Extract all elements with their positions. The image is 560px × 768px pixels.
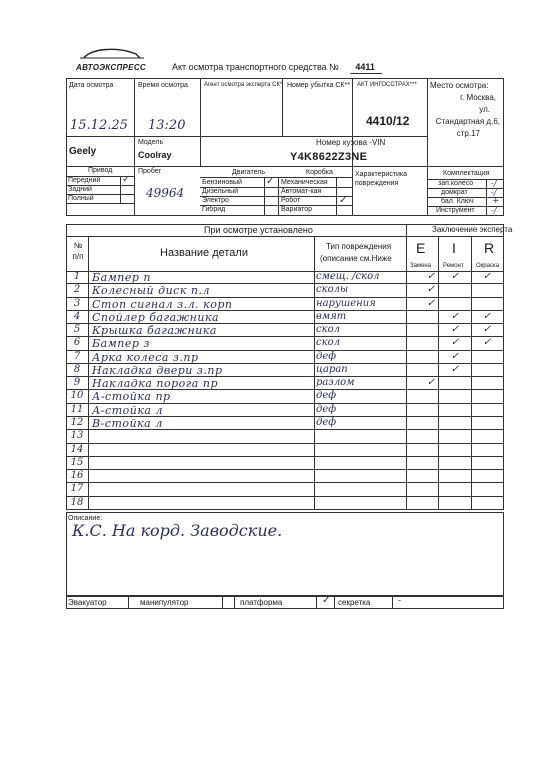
row-part-name: А-стойка пр [92,390,171,404]
footer-tow-truck: Эвакуатор [68,598,107,607]
table-row [66,284,504,297]
table-row [66,324,504,337]
row-number: 13 [70,430,84,442]
row-number: 5 [73,324,81,336]
mileage-label: Пробег [138,168,162,175]
equip-tools: Инструмент [436,207,475,214]
row-part-name: Стоп сигнал з.л. корп [92,297,233,311]
ingos-number: 4410/12 [366,114,410,128]
gearbox-robot-check: ✓ [339,195,348,206]
row-damage-type: смещ. /скол [316,271,380,282]
row-part-name: В-стойка л [92,416,163,430]
drive-option-full: Полный [68,195,94,202]
footer-manipulator: манипулятор [140,598,189,607]
table-section-label: При осмотре установлено [204,225,313,235]
gearbox-cvt: Вариатор [281,206,313,213]
drive-option-rear: Задний [68,186,92,193]
place-line-2: ул. [479,105,490,114]
row-part-name: Бампер з [92,337,150,351]
table-row [66,351,504,364]
row-damage-type: деф [316,350,337,362]
col-i-sub: Ремонт [443,263,464,269]
row-number: 15 [70,456,84,468]
col-num-symbol: № [73,241,83,250]
row-part-name: Бампер п [92,271,151,284]
row-repair-mark: ✓ [450,324,460,336]
row-number: 2 [73,284,81,296]
engine-electric: Электро [202,197,229,204]
expert-conclusion-label: Заключение эксперта [432,225,513,234]
row-number: 17 [70,483,84,495]
mileage-value: 49964 [146,186,185,200]
row-damage-type: вмят [316,310,347,322]
row-paint-mark: ✓ [482,337,492,349]
act-number: 4411 [355,62,375,72]
agent-label: Агент осмотра эксперта СК* [204,82,283,88]
footer-platform-check: ✓ [322,595,331,606]
description-label: Описание: [68,515,103,522]
place-label: Место осмотра: [430,81,489,90]
vin-label: Номер кузова -VIN [316,138,386,147]
row-number: 4 [73,310,81,322]
table-row [66,311,504,324]
row-damage-type: деф [316,416,337,428]
inspection-place [428,80,504,140]
row-number: 18 [70,496,84,508]
table-row [66,377,504,390]
row-number: 16 [70,470,84,482]
loss-number-label: Номер убытка СК** [287,82,350,89]
equip-jack: домкрат [441,189,468,196]
table-row [66,404,504,417]
row-repair-mark: ✓ [450,363,460,375]
equip-spare-wheel: зап.колесо [438,180,474,187]
equipment-label: Комплектация [443,170,490,177]
engine-petrol: Бензиновый [202,179,242,186]
row-paint-mark: ✓ [482,271,492,282]
gearbox-robot: Робот [281,197,301,204]
equip-mark-4: -/ [491,206,497,215]
drive-label: Привод [88,167,113,174]
row-number: 6 [73,337,81,349]
row-repair-mark: ✓ [450,350,460,362]
row-damage-type: царап [316,363,348,375]
col-i-header: I [452,240,456,256]
drive-front-check: ✓ [122,174,131,185]
footer-platform: платформа [240,598,283,607]
footer-row [66,596,504,609]
vehicle-model: Coolray [138,150,172,160]
ingos-label: АКТ ИНГОССТРАХ*** [357,82,417,88]
place-line-4: стр.17 [456,129,480,138]
col-num-sub: п/п [72,252,84,261]
equip-mark-1: -/ [491,179,497,188]
model-label: Модель [138,139,164,146]
row-repair-mark: ✓ [450,310,460,322]
row-part-name: Спойлер багажника [92,310,220,324]
row-damage-type: скол [316,324,340,336]
table-row [66,271,504,284]
row-damage-type: скол [316,337,340,349]
equip-wrench: бал. Ключ [441,198,474,205]
row-paint-mark: ✓ [482,324,492,336]
table-row [66,497,504,510]
row-part-name: Накладка порога пр [92,377,218,391]
row-part-name: Накладка двери з.пр [92,363,223,377]
table-row [66,483,504,496]
time-value: 13:20 [148,118,186,133]
time-label: Время осмотра [138,82,188,89]
row-number: 12 [70,416,84,428]
engine-hybrid: Гибрид [202,206,226,213]
equip-mark-2: -/ [491,188,497,197]
description-text: К.С. На корд. Заводские. [72,521,283,540]
col-e-sub: Замена [410,263,432,269]
place-line-1: г. Москва, [460,93,496,102]
row-damage-type: деф [316,403,337,415]
damage-char-label: Характеристика повреждения [355,171,408,187]
table-row [66,417,504,430]
row-paint-mark: ✓ [482,310,492,322]
row-number: 9 [73,377,81,389]
row-replace-mark: ✓ [426,377,436,389]
row-damage-type: нарушения [316,297,376,309]
row-damage-type: сколы [316,284,349,296]
table-row [66,298,504,311]
table-row [66,430,504,443]
table-row [66,390,504,403]
col-e-header: E [416,240,426,256]
row-part-name: Арка колеса з.пр [92,350,199,364]
table-row [66,457,504,470]
row-number: 3 [73,297,81,309]
gearbox-manual: Механическая [281,179,328,186]
table-row [66,364,504,377]
car-logo-icon [76,46,148,60]
footer-secret-mark: - [398,596,402,606]
row-number: 8 [73,363,81,375]
col-num-header [68,240,88,262]
row-repair-mark: ✓ [450,337,460,349]
row-number: 11 [70,403,84,415]
logo-text: АВТОЭКСПРЕСС [76,63,146,72]
vin-value: Y4K8622Z3NE [290,151,368,163]
col-r-sub: Окраска [476,263,500,269]
date-label: Дата осмотра [69,82,114,89]
col-type-header-2: (описание см.Ниже [320,254,392,263]
engine-petrol-check: ✓ [266,176,275,187]
row-damage-type: деф [316,390,337,402]
row-part-name: Крышка багажника [92,324,217,338]
row-number: 10 [70,390,84,402]
table-row [66,470,504,483]
table-row [66,337,504,350]
row-part-name: А-стойка л [92,403,163,417]
table-row [66,444,504,457]
gearbox-label: Коробка [306,169,333,176]
engine-diesel: Дизельный [202,188,238,195]
title-label: Акт осмотра транспортного средства № [172,62,339,72]
row-replace-mark: ✓ [426,284,436,296]
row-repair-mark: ✓ [450,271,460,282]
row-replace-mark: ✓ [426,297,436,309]
row-number: 7 [73,350,81,362]
drive-option-front: Передний [68,177,101,184]
date-value: 15.12.25 [70,118,128,133]
place-line-3: Стандартная д.6, [435,117,500,126]
row-part-name: Колесный диск п.л [92,284,210,298]
row-damage-type: разлом [316,377,355,389]
footer-secret-bolt: секретка [338,598,371,607]
row-number: 1 [73,271,81,282]
col-type-header-1: Тип повреждения [326,242,392,251]
equip-mark-3: + [492,196,500,206]
document-title [172,62,375,72]
row-number: 14 [70,443,84,455]
gearbox-auto: Автомат-кая [281,188,322,195]
company-logo [76,46,148,70]
engine-label: Двигатель [232,169,266,176]
col-r-header: R [484,240,495,256]
row-replace-mark: ✓ [426,271,436,282]
vehicle-make: Geely [69,146,97,157]
col-name-header: Название детали [160,247,248,259]
